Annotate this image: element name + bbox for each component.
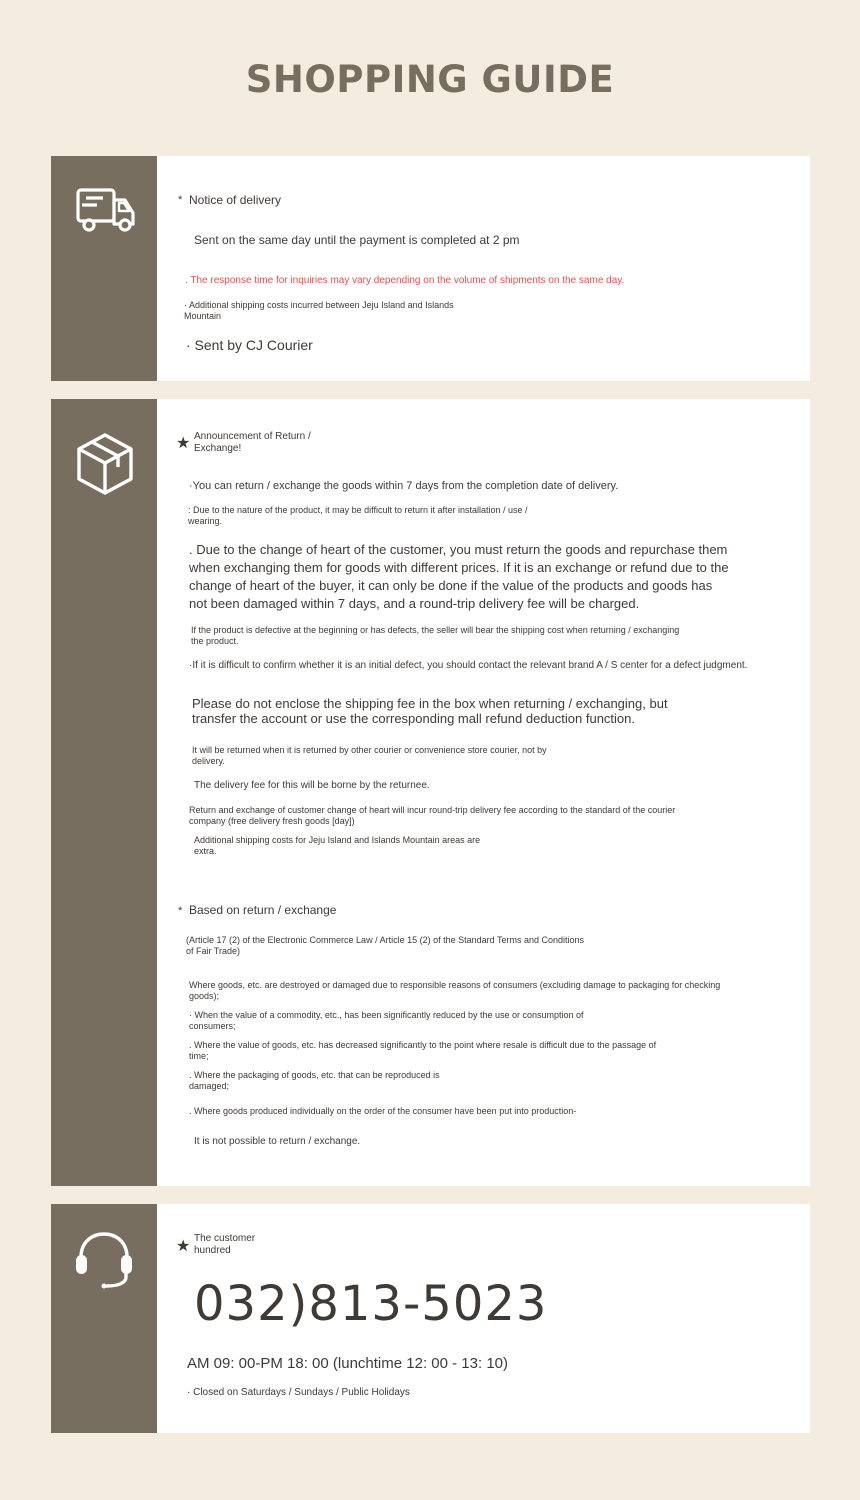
- customer-heading-cont: hundred: [194, 1245, 231, 1256]
- returns-panel: [51, 399, 810, 1186]
- returns-jeju-extra-text: Additional shipping costs for Jeju Island and Islands Mountain areas are: [194, 835, 481, 845]
- delivery-truck-icon: [75, 186, 137, 236]
- returns-jeju-extra-text-cont: extra.: [194, 846, 217, 856]
- headset-icon: [74, 1230, 134, 1292]
- basis-condition-1: Where goods, etc. are destroyed or damaged due to responsible reasons of consumers (excluding damage to packaging for checking: [189, 980, 721, 990]
- returns-shipping-fee-text: Please do not enclose the shipping fee in the box when returning / exchanging, but: [192, 696, 668, 711]
- customer-panel: [51, 1204, 810, 1433]
- customer-sidebar: [51, 1204, 157, 1433]
- returns-round-trip-text: Return and exchange of customer change of heart will incur round-trip delivery fee according to the standard of the courier: [189, 805, 676, 815]
- returns-heading: Announcement of Return /: [194, 431, 311, 442]
- returns-nature-text-cont: wearing.: [188, 516, 223, 526]
- package-box-icon: [75, 431, 135, 497]
- returns-defect-text: If the product is defective at the beginning or has defects, the seller will bear the shipping cost when returning / exchanging: [191, 625, 680, 635]
- returns-defect-text-cont: the product.: [191, 636, 239, 646]
- basis-condition-2: · When the value of a commodity, etc., has been significantly reduced by the use or consumption of: [189, 1010, 584, 1020]
- returns-change-of-heart-4: not been damaged within 7 days, and a round-trip delivery fee will be charged.: [189, 596, 640, 611]
- basis-heading-marker: *: [178, 905, 183, 917]
- basis-condition-4: . Where the packaging of goods, etc. that can be reproduced is: [189, 1070, 440, 1080]
- returns-7days-text: ·You can return / exchange the goods within 7 days from the completion date of delivery.: [189, 480, 619, 492]
- returns-nature-text: : Due to the nature of the product, it may be difficult to return it after installation / use /: [188, 505, 528, 515]
- basis-condition-5: . Where goods produced individually on the order of the consumer have been put into production-: [189, 1106, 577, 1116]
- returns-shipping-fee-text-cont: transfer the account or use the corresponding mall refund deduction function.: [192, 711, 635, 726]
- returns-as-center-text: ·If it is difficult to confirm whether it is an initial defect, you should contact the relevant brand A / S center for a defect judgment.: [189, 660, 748, 671]
- basis-condition-3: . Where the value of goods, etc. has decreased significantly to the point where resale is difficult due to the passage of: [189, 1040, 657, 1050]
- returns-other-courier-text: It will be returned when it is returned by other courier or convenience store courier, not by: [192, 745, 547, 755]
- basis-condition-3-cont: time;: [189, 1051, 209, 1061]
- basis-condition-2-cont: consumers;: [189, 1021, 236, 1031]
- returns-fee-borne-text: The delivery fee for this will be borne by the returnee.: [194, 780, 430, 791]
- customer-phone-number: 032)813-5023: [194, 1276, 548, 1332]
- basis-heading: Based on return / exchange: [189, 903, 337, 917]
- delivery-courier-text: · Sent by CJ Courier: [186, 337, 313, 353]
- basis-not-possible-text: It is not possible to return / exchange.: [194, 1136, 361, 1147]
- basis-condition-1-cont: goods);: [189, 991, 220, 1001]
- returns-star-icon: ★: [176, 435, 191, 452]
- basis-condition-4-cont: damaged;: [189, 1081, 230, 1091]
- returns-change-of-heart-1: . Due to the change of heart of the customer, you must return the goods and repurchase them: [189, 542, 728, 557]
- basis-law-text-cont: of Fair Trade): [186, 946, 241, 956]
- page-title: SHOPPING GUIDE: [245, 58, 615, 101]
- returns-change-of-heart-3: change of heart of the buyer, it can only be done if the value of the products and goods has: [189, 578, 713, 593]
- delivery-jeju-text-cont: Mountain: [184, 311, 222, 321]
- returns-other-courier-text-cont: delivery.: [192, 756, 225, 766]
- basis-law-text: (Article 17 (2) of the Electronic Commerce Law / Article 15 (2) of the Standard Terms and Conditions: [186, 935, 585, 945]
- customer-star-icon: ★: [176, 1238, 191, 1255]
- delivery-sidebar: [51, 156, 157, 381]
- returns-sidebar: [51, 399, 157, 1186]
- delivery-jeju-text: · Additional shipping costs incurred between Jeju Island and Islands: [184, 300, 454, 310]
- delivery-inquiry-notice: . The response time for inquiries may vary depending on the volume of shipments on the same day.: [185, 275, 625, 286]
- returns-round-trip-text-cont: company (free delivery fresh goods [day]): [189, 816, 355, 826]
- delivery-same-day-text: Sent on the same day until the payment is completed at 2 pm: [194, 233, 520, 247]
- customer-closed-days: · Closed on Saturdays / Sundays / Public Holidays: [187, 1387, 410, 1398]
- customer-heading: The customer: [194, 1233, 256, 1244]
- delivery-heading: Notice of delivery: [189, 193, 282, 207]
- returns-change-of-heart-2: when exchanging them for goods with different prices. If it is an exchange or refund due to the: [189, 560, 729, 575]
- delivery-heading-marker: *: [178, 194, 183, 206]
- customer-hours: AM 09: 00-PM 18: 00 (lunchtime 12: 00 - 13: 10): [187, 1355, 508, 1372]
- returns-heading-cont: Exchange!: [194, 443, 242, 454]
- delivery-panel: [51, 156, 810, 381]
